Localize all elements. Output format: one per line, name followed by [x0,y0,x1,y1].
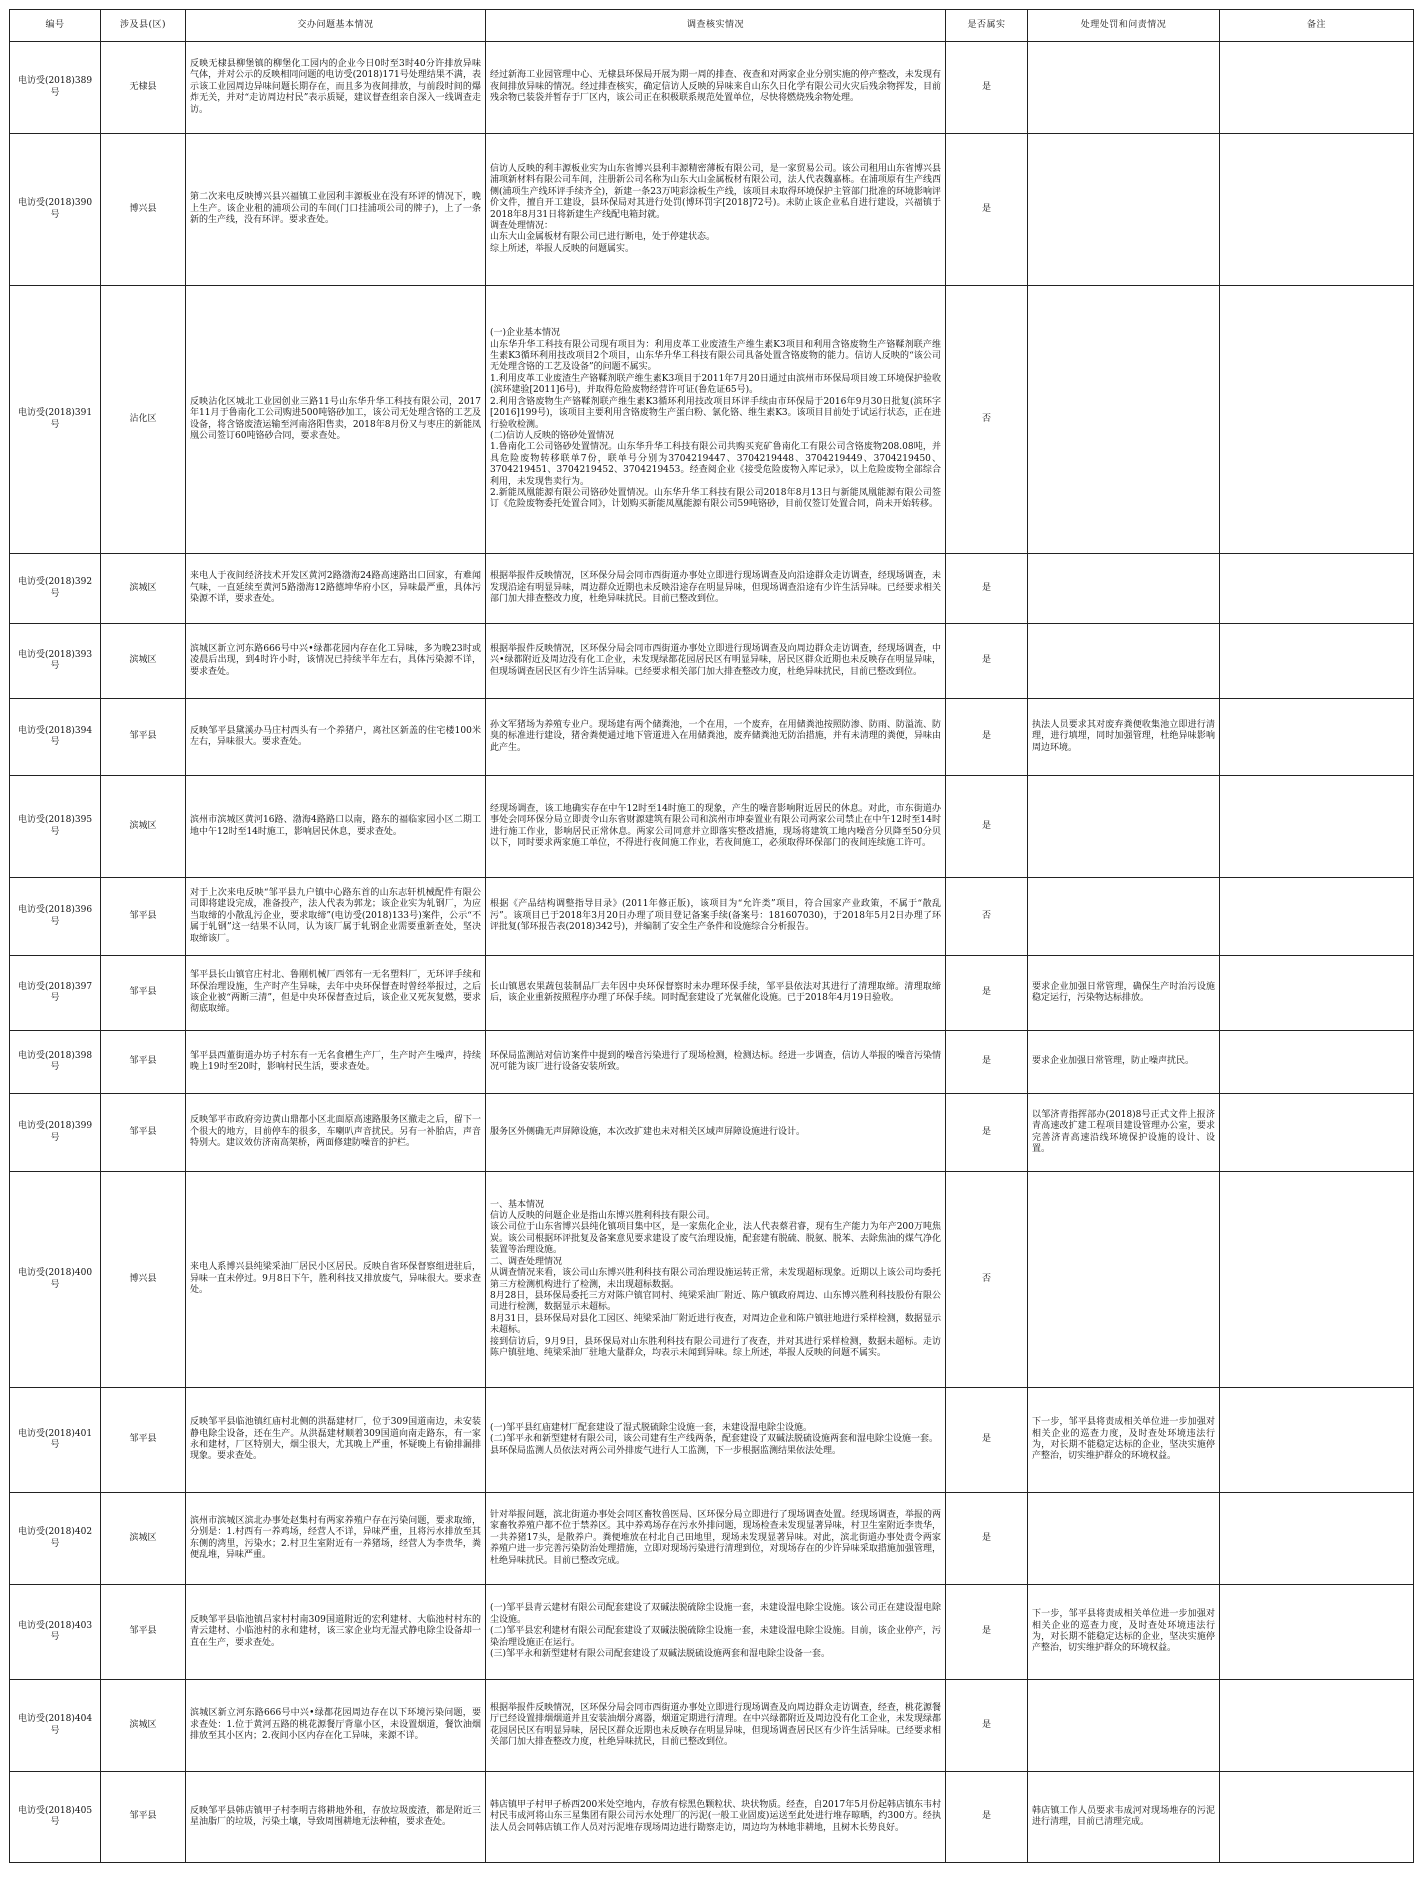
cell-truth: 是 [946,1094,1028,1172]
cell-note [1220,878,1414,956]
cell-number: 电访受(2018)402号 [10,1493,101,1585]
cell-note [1220,554,1414,624]
cell-investigation: 根据举报件反映情况，区环保分局会同市西街道办事处立即进行现场调查及向周边群众走访调查，经现场调查，中兴•绿都附近及周边没有化工企业，未发现绿都花园居民区有明显异味，居民区群众近期也未反映存在明显异味，但现场调查居民区有少许生活异味。已经要求相关部门加大排查整改力度，杜绝异味扰民，目前已整改到位。 [486,624,946,699]
cell-action: 要求企业加强日常管理，防止噪声扰民。 [1028,1031,1220,1094]
cell-county: 邹平县 [101,1772,186,1863]
header-note: 备注 [1220,10,1414,42]
cell-action [1028,554,1220,624]
cell-county: 滨城区 [101,624,186,699]
cell-number: 电访受(2018)404号 [10,1680,101,1772]
cell-investigation: 环保局监测站对信访案件中提到的噪音污染进行了现场检测，检测达标。经进一步调查，信访人举报的噪音污染情况可能为该厂进行设备安装所致。 [486,1031,946,1094]
table-row [10,776,1414,878]
cell-note [1220,1585,1414,1680]
cell-number: 电访受(2018)394号 [10,699,101,776]
cell-county: 滨城区 [101,554,186,624]
cell-truth: 否 [946,878,1028,956]
header-row [10,10,1414,42]
cell-number: 电访受(2018)399号 [10,1094,101,1172]
cell-county: 邹平县 [101,1094,186,1172]
cell-issue: 滨城区新立河东路666号中兴•绿都花园周边存在以下环境污染问题，要求查处：1.位于黄河五路的桃花源餐厅背靠小区，未设置烟道，餐饮油烟排放至其小区内；2.夜间小区内存在化工异味，来源不详。 [186,1680,486,1772]
cell-note [1220,1388,1414,1493]
cell-county: 滨城区 [101,776,186,878]
cell-note [1220,42,1414,134]
cell-note [1220,1172,1414,1388]
cell-truth: 是 [946,624,1028,699]
cell-investigation: 信访人反映的利丰源板业实为山东省博兴县利丰源精密薄板有限公司，是一家贸易公司。该公司租用山东省博兴县浦项新材料有限公司车间，注册新公司名称为山东大山金属板材有限公司，法人代表魏嘉栋。在浦项原有生产线西侧(浦项生产线环评手续齐全)，新建一条23万吨彩涂板生产线，该项目未取得环境保护主管部门批准的环境影响评价文件，擅自开工建设，县环保局对其进行处罚(博环罚字[2018]72号)。未防止该企业私自进行建设，兴福镇于2018年8月31日将新建生产线配电箱封就。 调查处理情况： 山东大山金属板材有限公司已进行断电，处于停建状态。 综上所述，举报人反映的问题属实。 [486,134,946,286]
cell-number: 电访受(2018)391号 [10,286,101,554]
table-row [10,699,1414,776]
table-row [10,1172,1414,1388]
cell-truth: 是 [946,554,1028,624]
cell-issue: 反映邹平市政府旁边黄山鼎都小区北面原高速路服务区撤走之后，留下一个很大的地方，目前停车的很多，车喇叭声音扰民。另有一补胎店，声音特别大。建议效仿济南高架桥，两面修建防噪音的护栏。 [186,1094,486,1172]
table-row [10,554,1414,624]
cell-number: 电访受(2018)403号 [10,1585,101,1680]
header-id: 编号 [10,10,101,42]
table-row [10,1680,1414,1772]
header-issue: 交办问题基本情况 [186,10,486,42]
cell-truth: 是 [946,1680,1028,1772]
table-row [10,1493,1414,1585]
cell-county: 无棣县 [101,42,186,134]
cell-truth: 否 [946,1172,1028,1388]
cell-investigation: 韩店镇甲子村甲子桥西200米处空地内，存放有棕黑色颗粒状、块状物质。经查，自2017年5月份起韩店镇东韦村村民韦成河将山东三星集团有限公司污水处理厂的污泥(一般工业固废)运送至此处进行堆存晾晒，约300方。经执法人员会同韩店镇工作人员对污泥堆存现场周边进行勘察走访，周边均为林地非耕地，且树木长势良好。 [486,1772,946,1863]
cell-note [1220,1493,1414,1585]
header-truth: 是否属实 [946,10,1028,42]
table-row [10,1031,1414,1094]
cell-issue: 滨州市滨城区滨北办事处赵集村有两家养殖户存在污染问题，要求取缔，分别是：1.村西有一养鸡场，经营人不详，异味严重，且将污水排放至其东侧的湾里，污染水；2.村卫生室附近有一养猪场，经营人为李贵华，粪便乱堆，异味严重。 [186,1493,486,1585]
table-row [10,1388,1414,1493]
cell-issue: 对于上次来电反映“邹平县九户镇中心路东首的山东志轩机械配件有限公司即将建设完成，准备投产，法人代表为郭龙；该企业实为轧钢厂，为应当取缔的小散乱污企业，要求取缔”(电访受(2018)133号)案件，公示“不属于轧钢”这一结果不认同，认为该厂属于轧钢企业需要重新查处，坚决取缔该厂。 [186,878,486,956]
cell-county: 邹平县 [101,1031,186,1094]
cell-truth: 是 [946,1585,1028,1680]
cell-investigation: 经现场调查，该工地确实存在中午12时至14时施工的现象，产生的噪音影响附近居民的休息。对此，市东街道办事处会同环保分局立即责令山东省财源建筑有限公司和滨州市坤泰置业有限公司两家公司禁止在中午12时至14时进行施工作业，影响居民正常休息。两家公司同意并立即落实整改措施，现场将建筑工地内噪音分贝降至50分贝以下，同时要求两家施工单位，不得进行夜间施工作业，若夜间施工，必须取得环保部门的夜间连续施工许可。 [486,776,946,878]
cell-action [1028,878,1220,956]
table-row [10,134,1414,286]
cell-note [1220,1772,1414,1863]
cell-truth: 是 [946,776,1028,878]
cell-action: 下一步，邹平县将责成相关单位进一步加强对相关企业的巡查力度，及时查处环境违法行为，对长期不能稳定达标的企业，坚决实施停产整治，切实维护群众的环境权益。 [1028,1585,1220,1680]
cell-note [1220,776,1414,878]
header-action: 处理处罚和问责情况 [1028,10,1220,42]
cell-issue: 滨州市滨城区黄河16路、渤海4路路口以南，路东的福临家园小区二期工地中午12时至14时施工，影响居民休息，要求查处。 [186,776,486,878]
cell-county: 邹平县 [101,1585,186,1680]
cell-truth: 是 [946,1772,1028,1863]
cell-issue: 滨城区新立河东路666号中兴•绿都花园内存在化工异味，多为晚23时或凌晨后出现，到4时许小时，该情况已持续半年左右，具体污染源不详，要求查处。 [186,624,486,699]
cell-action [1028,134,1220,286]
cell-investigation: 根据举报件反映情况，区环保分局会同市西街道办事处立即进行现场调查及向周边群众走访调查，经查，桃花源餐厅已经设置排烟烟道并且安装油烟分离器，烟道定期进行清理。在中兴绿都附近及周边没有化工企业，未发现绿都花园居民区有明显异味，居民区群众近期也未反映存在明显异味，但现场调查居民区有少许生活异味。已经要求相关部门加大排查整改力度，杜绝异味扰民，目前已整改到位。 [486,1680,946,1772]
cell-county: 沾化区 [101,286,186,554]
cell-action [1028,42,1220,134]
cell-investigation: 一、基本情况 信访人反映的问题企业是指山东博兴胜利科技有限公司。 该公司位于山东省博兴县纯化镇项目集中区，是一家焦化企业，法人代表蔡君睿，现有生产能力为年产200万吨焦炭。该公司根据环评批复及备案意见要求建设了废气治理设施，配套建有脱硫、脱氨、脱苯、去除焦油的煤气净化装置等治理设施。 二、调查处理情况 从调查情况来看，该公司山东博兴胜利科技有限公司治理设施运转正常，未发现超标现象。近期以上该公司均委托第三方检测机构进行了检测，未出现超标数据。 8月28日，县环保局委托三方对陈户镇官同村、纯梁采油厂附近、陈户镇政府周边、山东博兴胜利科技股份有限公司进行检测，数据显示未超标。 8月31日，县环保局对县化工园区、纯梁采油厂附近进行夜查，对周边企业和陈户镇驻地进行采样检测，数据显示未超标。 接到信访后，9月9日，县环保局对山东胜利科技有限公司进行了夜查，并对其进行采样检测，数据未超标。走访陈户镇驻地、纯梁采油厂驻地大量群众，均表示未闻到异味。综上所述，举报人反映的问题不属实。 [486,1172,946,1388]
table-row [10,956,1414,1031]
cell-note [1220,1094,1414,1172]
cell-investigation: 根据《产品结构调整指导目录》(2011年修正版)，该项目为“允许类”项目，符合国家产业政策，不属于“散乱污”。该项目已于2018年3月20日办理了项目登记备案手续(备案号：181607030)，于2018年5月2日办理了环评批复(邹环报告表(2018)342号)，并编制了安全生产条件和设施综合分析报告。 [486,878,946,956]
table-row [10,42,1414,134]
cell-action [1028,286,1220,554]
cell-issue: 邹平县西董街道办坊子村东有一无名食槽生产厂，生产时产生噪声，持续晚上19时至20时，影响村民生活，要求查处。 [186,1031,486,1094]
cell-issue: 第二次来电反映博兴县兴福镇工业园利丰源板业在没有环评的情况下，晚上生产。该企业租的浦项公司的车间(门口挂浦项公司的牌子)，上了一条新的生产线，没有环评。要求查处。 [186,134,486,286]
header-investigation: 调查核实情况 [486,10,946,42]
table-row [10,878,1414,956]
cell-action [1028,776,1220,878]
cell-investigation: 孙文军猪场为养殖专业户。现场建有两个储粪池，一个在用，一个废弃，在用储粪池按照防渗、防雨、防溢流、防臭的标准进行建设，猪舍粪便通过地下管道进入在用储粪池，废弃储粪池无防治措施，并有未清理的粪便，异味由此产生。 [486,699,946,776]
cell-county: 邹平县 [101,699,186,776]
table-row [10,1585,1414,1680]
cell-note [1220,134,1414,286]
cell-county: 滨城区 [101,1680,186,1772]
complaint-table [9,9,1414,1863]
cell-action [1028,1680,1220,1772]
cell-county: 博兴县 [101,1172,186,1388]
cell-investigation: 经过新海工业园管理中心、无棣县环保局开展为期一周的排查、夜查和对两家企业分别实施的停产整改，未发现有夜间排放异味的情况。经过排查核实，确定信访人反映的异味来自山东久日化学有限公司火灾后残余物挥发，目前残余物已装袋并暂存于厂区内，该公司正在积极联系规范处置单位，尽快将燃烧残余物处理。 [486,42,946,134]
cell-county: 邹平县 [101,1388,186,1493]
cell-county: 滨城区 [101,1493,186,1585]
cell-investigation: (一)邹平县青云建材有限公司配套建设了双碱法脱硫除尘设施一套，未建设湿电除尘设施。该公司正在建设湿电除尘设施。 (二)邹平县宏利建材有限公司配套建设了双碱法脱硫除尘设施一套，未建设湿电除尘设施。目前，该企业停产，污染治理设施正在运行。 (三)邹平永和新型建材有限公司配套建设了双碱法脱硫设施两套和湿电除尘设备一套。 [486,1585,946,1680]
cell-note [1220,956,1414,1031]
cell-truth: 是 [946,1388,1028,1493]
cell-truth: 是 [946,956,1028,1031]
cell-action: 下一步，邹平县将责成相关单位进一步加强对相关企业的巡查力度，及时查处环境违法行为，对长期不能稳定达标的企业，坚决实施停产整治，切实维护群众的环境权益。 [1028,1388,1220,1493]
cell-action [1028,624,1220,699]
table-row [10,1772,1414,1863]
cell-county: 博兴县 [101,134,186,286]
cell-number: 电访受(2018)392号 [10,554,101,624]
cell-note [1220,1031,1414,1094]
cell-number: 电访受(2018)396号 [10,878,101,956]
cell-note [1220,286,1414,554]
cell-number: 电访受(2018)405号 [10,1772,101,1863]
cell-issue: 来电人系博兴县纯梁采油厂居民小区居民。反映自省环保督察组进驻后，异味一直未停过。9月8日下午，胜利科技又排放废气，异味很大。要求查处。 [186,1172,486,1388]
cell-issue: 来电人于夜间经济技术开发区黄河2路渤海24路高速路出口回家，有难闻气味，一直延续至黄河5路渤海12路德坤华府小区，异味最严重，具体污染源不详，要求查处。 [186,554,486,624]
cell-truth: 是 [946,1031,1028,1094]
cell-investigation: 针对举报问题，滨北街道办事处会同区畜牧兽医局、区环保分局立即进行了现场调查处置。经现场调查，举报的两家畜牧养殖户都不位于禁养区。其中养鸡场存在污水外排问题，现场检查未发现显著异味，村卫生室附近李贵华，一共养猪17头，是散养户。粪便堆放在村北自己田地里，现场未发现显著异味。对此，滨北街道办事处责令两家养殖户进一步完善污染防治处理措施，立即对现场污染进行清理到位，对现场存在的少许异味采取措施加强管理，杜绝异味扰民。目前已整改完成。 [486,1493,946,1585]
table-row [10,286,1414,554]
cell-issue: 反映沾化区城北工业园创业三路11号山东华升华工科技有限公司，2017年11月于鲁南化工公司购进500吨铬砂加工，该公司无处理含铬的工艺及设备，将含铬废渣运输至河南洛阳售卖，2018年8月份又与枣庄的新能凤凰公司签订60吨铬砂合同，要求查处。 [186,286,486,554]
cell-action: 要求企业加强日常管理，确保生产时治污设施稳定运行，污染物达标排放。 [1028,956,1220,1031]
cell-note [1220,699,1414,776]
cell-number: 电访受(2018)400号 [10,1172,101,1388]
cell-action [1028,1493,1220,1585]
cell-truth: 否 [946,286,1028,554]
cell-action [1028,1172,1220,1388]
cell-number: 电访受(2018)390号 [10,134,101,286]
cell-investigation: 根据举报件反映情况，区环保分局会同市西街道办事处立即进行现场调查及向沿途群众走访调查，经现场调查，未发现沿途有明显异味，周边群众近期也未反映沿途存在明显异味，但现场调查沿途有少许生活异味。已经要求相关部门加大排查整改力度，杜绝异味扰民。目前已整改到位。 [486,554,946,624]
cell-investigation: (一)企业基本情况 山东华升华工科技有限公司现有项目为：利用皮革工业废渣生产维生素K3项目和利用含铬废物生产铬鞣剂联产维生素K3循环利用技改项目2个项目，山东华升华工科技有限公司具备处置含铬废物的能力。信访人反映的“该公司无处理含铬的工艺及设备”的问题不属实。 1.利用皮革工业废渣生产铬鞣剂联产维生素K3项目于2011年7月20日通过由滨州市环保局项目竣工环境保护验收(滨环建验[2011]6号)，并取得危险废物经营许可证(鲁危证65号)。 2.利用含铬废物生产铬鞣剂联产维生素K3循环利用技改项目环评手续由市环保局于2016年9月30日批复(滨环字[2016]199号)，该项目主要利用含铬废物生产蛋白粉、氯化铬、维生素K3。该项目目前处于试运行状态，正在进行验收检测。 (二)信访人反映的铬砂处置情况 1.鲁南化工公司铬砂处置情况。山东华升华工科技有限公司共购买兖矿鲁南化工有限公司含铬废物208.08吨，并具危险废物转移联单7份，联单号分别为3704219447、3704219448、3704219449、3704219450、3704219451、3704219452、3704219453。经查阅企业《接受危险废物入库记录》，以上危险废物全部综合利用，未发现售卖行为。 2.新能凤凰能源有限公司铬砂处置情况。山东华升华工科技有限公司2018年8月13日与新能凤凰能源有限公司签订《危险废物委托处置合同》，计划购买新能凤凰能源有限公司59吨铬砂，目前仅签订处置合同，尚未开始转移。 [486,286,946,554]
cell-number: 电访受(2018)401号 [10,1388,101,1493]
table-row [10,1094,1414,1172]
cell-truth: 是 [946,134,1028,286]
cell-issue: 反映邹平县临池镇红庙村北侧的洪磊建材厂，位于309国道南边，未安装静电除尘设备，还在生产。从洪磊建材顺着309国道向南走路东，有一家永和建材，厂区特别大，烟尘很大，尤其晚上严重，怀疑晚上有偷排漏排现象。要求查处。 [186,1388,486,1493]
cell-investigation: (一)邹平县红庙建材厂配套建设了湿式脱硫除尘设施一套，未建设湿电除尘设施。 (二)邹平永和新型建材有限公司，该公司建有生产线两条，配套建设了双碱法脱硫设施两套和湿电除尘设施一套。 县环保局监测人员依法对两公司外排废气进行人工监测，下一步根据监测结果依法处理。 [486,1388,946,1493]
cell-issue: 反映邹平县临池镇吕家村村南309国道附近的宏利建材、大临池村村东的青云建材、小临池村的永和建材，该三家企业均无湿式静电除尘设备却一直在生产，要求查处。 [186,1585,486,1680]
cell-number: 电访受(2018)397号 [10,956,101,1031]
cell-action: 韩店镇工作人员要求韦成河对现场堆存的污泥进行清理，目前已清理完成。 [1028,1772,1220,1863]
cell-number: 电访受(2018)389号 [10,42,101,134]
cell-county: 邹平县 [101,878,186,956]
cell-truth: 是 [946,699,1028,776]
cell-note [1220,624,1414,699]
cell-investigation: 长山镇恩农果蔬包装制品厂去年因中央环保督察时未办理环保手续，邹平县依法对其进行了清理取缔。清理取缔后，该企业重新按照程序办理了环保手续。同时配套建设了光氧催化设施。已于2018年4月19日验收。 [486,956,946,1031]
cell-issue: 反映邹平县韩店镇甲子村李明吉将耕地外租，存放垃圾废渣，都是附近三星油脂厂的垃圾，污染土壤，导致周围耕地无法种植，要求查处。 [186,1772,486,1863]
cell-truth: 是 [946,1493,1028,1585]
cell-number: 电访受(2018)395号 [10,776,101,878]
cell-issue: 反映无棣县柳堡镇的柳堡化工园内的企业今日0时至3时40分许排放异味气体，并对公示的反映相同问题的电访受(2018)171号处理结果不满，表示该工业园周边异味问题长期存在，而且多为夜间排放，与前段时间的爆炸无关，并对“走访周边村民”表示质疑，建议督查组亲自深入一线调查走访。 [186,42,486,134]
cell-issue: 反映邹平县黛溪办马庄村西头有一个养猪户，离社区新盖的住宅楼100米左右，异味很大。要求查处。 [186,699,486,776]
cell-issue: 邹平县长山镇官庄村北、鲁刚机械厂西邻有一无名塑料厂，无环评手续和环保治理设施，生产时产生异味，去年中央环保督查时曾经举报过，之后该企业被“两断三清”，但是中央环保督查过后，该企业又死灰复燃，要求彻底取缔。 [186,956,486,1031]
cell-action: 以邹济青指挥部办(2018)8号正式文件上报济青高速改扩建工程项目建设管理办公室，要求完善济青高速沿线环境保护设施的设计、设置。 [1028,1094,1220,1172]
cell-investigation: 服务区外侧确无声屏障设施，本次改扩建也未对相关区域声屏障设施进行设计。 [486,1094,946,1172]
cell-note [1220,1680,1414,1772]
cell-number: 电访受(2018)393号 [10,624,101,699]
header-county: 涉及县(区) [101,10,186,42]
cell-number: 电访受(2018)398号 [10,1031,101,1094]
cell-truth: 是 [946,42,1028,134]
cell-action: 执法人员要求其对废弃粪便收集池立即进行清理，进行填埋，同时加强管理，杜绝异味影响周边环境。 [1028,699,1220,776]
cell-county: 邹平县 [101,956,186,1031]
table-row [10,624,1414,699]
